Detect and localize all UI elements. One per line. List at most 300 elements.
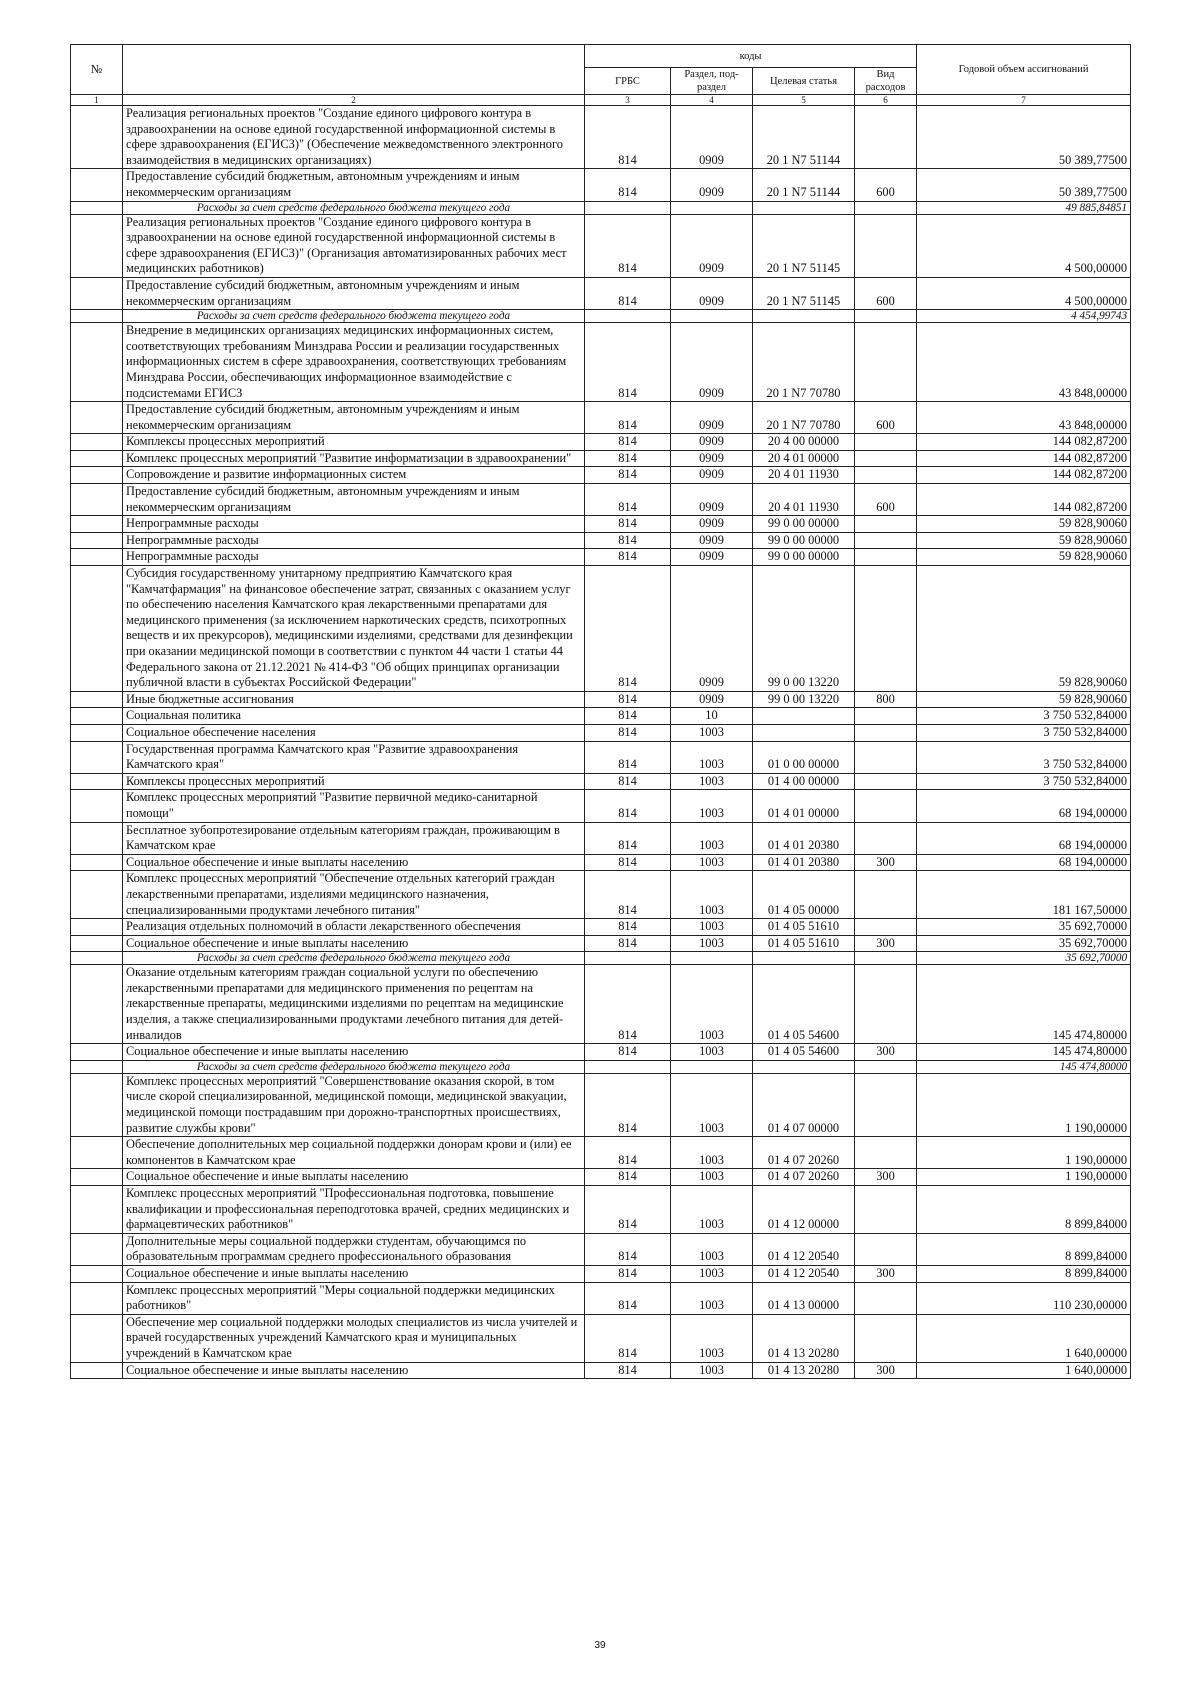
header-num: № — [71, 45, 123, 95]
annual-amount: 144 082,87200 — [917, 484, 1131, 516]
section-code: 0909 — [671, 214, 753, 277]
row-number — [71, 323, 123, 402]
expense-type — [855, 952, 917, 965]
row-number — [71, 790, 123, 822]
grbs-code: 814 — [585, 434, 671, 451]
row-number — [71, 871, 123, 919]
grbs-code: 814 — [585, 965, 671, 1044]
grbs-code: 814 — [585, 919, 671, 936]
table-row — [71, 106, 1131, 169]
section-code: 1003 — [671, 1137, 753, 1169]
section-code: 1003 — [671, 1044, 753, 1061]
expense-type — [855, 919, 917, 936]
grbs-code: 814 — [585, 773, 671, 790]
expense-type: 300 — [855, 854, 917, 871]
table-row — [71, 1314, 1131, 1362]
section-code: 1003 — [671, 1314, 753, 1362]
target-article: 99 0 00 00000 — [753, 532, 855, 549]
row-number — [71, 773, 123, 790]
annual-amount: 1 190,00000 — [917, 1073, 1131, 1136]
row-name: Предоставление субсидий бюджетным, автономным учреждениям и иным некоммерческим организациям — [123, 169, 585, 201]
section-code: 1003 — [671, 1169, 753, 1186]
annual-amount: 1 190,00000 — [917, 1169, 1131, 1186]
section-code: 0909 — [671, 566, 753, 692]
annual-amount: 8 899,84000 — [917, 1233, 1131, 1265]
annual-amount: 110 230,00000 — [917, 1282, 1131, 1314]
row-number — [71, 467, 123, 484]
expense-type — [855, 965, 917, 1044]
table-row — [71, 434, 1131, 451]
row-number — [71, 1137, 123, 1169]
row-number — [71, 532, 123, 549]
section-code: 0909 — [671, 467, 753, 484]
table-row — [71, 1137, 1131, 1169]
header-section: Раздел, под-раздел — [671, 68, 753, 95]
row-number — [71, 566, 123, 692]
row-number — [71, 310, 123, 323]
row-number — [71, 1073, 123, 1136]
section-code: 1003 — [671, 965, 753, 1044]
section-code: 0909 — [671, 277, 753, 309]
target-article: 01 4 12 20540 — [753, 1233, 855, 1265]
section-code: 1003 — [671, 822, 753, 854]
expense-type — [855, 741, 917, 773]
row-name: Социальное обеспечение и иные выплаты населению — [123, 854, 585, 871]
grbs-code: 814 — [585, 323, 671, 402]
federal-funds-label: Расходы за счет средств федерального бюджета текущего года — [123, 952, 585, 965]
row-name: Сопровождение и развитие информационных систем — [123, 467, 585, 484]
row-number — [71, 516, 123, 533]
expense-type — [855, 516, 917, 533]
table-row — [71, 566, 1131, 692]
expense-type — [855, 549, 917, 566]
table-row — [71, 935, 1131, 952]
row-number — [71, 919, 123, 936]
target-article: 99 0 00 00000 — [753, 549, 855, 566]
row-number — [71, 1186, 123, 1234]
section-code — [671, 1060, 753, 1073]
section-code: 0909 — [671, 323, 753, 402]
section-code — [671, 952, 753, 965]
target-article: 20 1 N7 51145 — [753, 277, 855, 309]
target-article: 01 4 05 54600 — [753, 1044, 855, 1061]
target-article — [753, 201, 855, 214]
table-row — [71, 516, 1131, 533]
expense-type — [855, 822, 917, 854]
table-row — [71, 1233, 1131, 1265]
row-number — [71, 1044, 123, 1061]
row-name: Предоставление субсидий бюджетным, автономным учреждениям и иным некоммерческим организациям — [123, 402, 585, 434]
expense-type — [855, 467, 917, 484]
target-article: 20 1 N7 51144 — [753, 169, 855, 201]
annual-amount: 4 500,00000 — [917, 277, 1131, 309]
annual-amount: 59 828,90060 — [917, 691, 1131, 708]
table-row — [71, 169, 1131, 201]
row-name: Социальная политика — [123, 708, 585, 725]
row-number — [71, 1282, 123, 1314]
target-article: 20 1 N7 70780 — [753, 323, 855, 402]
row-name: Реализация региональных проектов "Создание единого цифрового контура в здравоохранении на основе единой государственной информационной системы в сфере здравоохранения (ЕГИСЗ)" (Организация автоматизированных рабочих мест медицинских работников) — [123, 214, 585, 277]
target-article: 20 1 N7 51144 — [753, 106, 855, 169]
expense-type: 300 — [855, 1362, 917, 1379]
expense-type — [855, 214, 917, 277]
section-code: 0909 — [671, 106, 753, 169]
row-number — [71, 434, 123, 451]
expense-type: 600 — [855, 277, 917, 309]
grbs-code: 814 — [585, 532, 671, 549]
section-code: 0909 — [671, 484, 753, 516]
row-name: Комплекс процессных мероприятий "Развитие информатизации в здравоохранении" — [123, 450, 585, 467]
row-number — [71, 1314, 123, 1362]
federal-funds-row — [71, 1060, 1131, 1073]
grbs-code: 814 — [585, 1044, 671, 1061]
annual-amount: 35 692,70000 — [917, 935, 1131, 952]
table-row — [71, 323, 1131, 402]
row-number — [71, 724, 123, 741]
target-article: 01 4 01 20380 — [753, 854, 855, 871]
target-article: 20 4 00 00000 — [753, 434, 855, 451]
section-code — [671, 310, 753, 323]
row-number — [71, 708, 123, 725]
row-number — [71, 822, 123, 854]
section-code: 1003 — [671, 1073, 753, 1136]
annual-amount: 181 167,50000 — [917, 871, 1131, 919]
grbs-code: 814 — [585, 277, 671, 309]
table-row — [71, 1186, 1131, 1234]
budget-sheet — [70, 44, 1130, 1379]
table-row — [71, 467, 1131, 484]
row-number — [71, 450, 123, 467]
expense-type — [855, 871, 917, 919]
row-number — [71, 691, 123, 708]
grbs-code: 814 — [585, 871, 671, 919]
row-name: Социальное обеспечение и иные выплаты населению — [123, 1265, 585, 1282]
section-code: 1003 — [671, 919, 753, 936]
table-row — [71, 965, 1131, 1044]
target-article: 20 4 01 00000 — [753, 450, 855, 467]
row-name: Социальное обеспечение и иные выплаты населению — [123, 1169, 585, 1186]
table-row — [71, 484, 1131, 516]
annual-amount: 50 389,77500 — [917, 106, 1131, 169]
grbs-code: 814 — [585, 935, 671, 952]
header-amount: Годовой объем ассигнований — [917, 45, 1131, 95]
annual-amount: 35 692,70000 — [917, 919, 1131, 936]
section-code: 1003 — [671, 773, 753, 790]
expense-type: 300 — [855, 1265, 917, 1282]
budget-table — [70, 44, 1131, 1379]
expense-type — [855, 532, 917, 549]
target-article: 01 4 07 00000 — [753, 1073, 855, 1136]
row-name: Непрограммные расходы — [123, 549, 585, 566]
row-name: Реализация отдельных полномочий в области лекарственного обеспечения — [123, 919, 585, 936]
grbs-code: 814 — [585, 1265, 671, 1282]
row-name: Комплекс процессных мероприятий "Обеспечение отдельных категорий граждан лекарственными препаратами, изделиями медицинского назначения, специализированными продуктами лечебного питания" — [123, 871, 585, 919]
row-name: Социальное обеспечение и иные выплаты населению — [123, 1044, 585, 1061]
target-article: 20 4 01 11930 — [753, 467, 855, 484]
header-exptype: Вид расходов — [855, 68, 917, 95]
target-article — [753, 1060, 855, 1073]
table-row — [71, 691, 1131, 708]
grbs-code: 814 — [585, 708, 671, 725]
row-number — [71, 952, 123, 965]
col-index: 4 — [671, 95, 753, 106]
col-index: 6 — [855, 95, 917, 106]
federal-amount: 35 692,70000 — [917, 952, 1131, 965]
expense-type — [855, 106, 917, 169]
row-number — [71, 1060, 123, 1073]
section-code: 1003 — [671, 790, 753, 822]
row-number — [71, 854, 123, 871]
grbs-code: 814 — [585, 1362, 671, 1379]
annual-amount: 59 828,90060 — [917, 549, 1131, 566]
row-number — [71, 214, 123, 277]
row-number — [71, 402, 123, 434]
grbs-code: 814 — [585, 1137, 671, 1169]
row-name: Комплекс процессных мероприятий "Развитие первичной медико-санитарной помощи" — [123, 790, 585, 822]
row-name: Социальное обеспечение населения — [123, 724, 585, 741]
target-article: 01 4 07 20260 — [753, 1137, 855, 1169]
expense-type — [855, 1233, 917, 1265]
col-index: 5 — [753, 95, 855, 106]
annual-amount: 144 082,87200 — [917, 467, 1131, 484]
annual-amount: 43 848,00000 — [917, 402, 1131, 434]
table-row — [71, 919, 1131, 936]
federal-amount: 49 885,84851 — [917, 201, 1131, 214]
target-article: 99 0 00 00000 — [753, 516, 855, 533]
expense-type — [855, 1314, 917, 1362]
table-row — [71, 277, 1131, 309]
row-number — [71, 965, 123, 1044]
annual-amount: 68 194,00000 — [917, 822, 1131, 854]
row-number — [71, 106, 123, 169]
expense-type — [855, 708, 917, 725]
row-number — [71, 277, 123, 309]
expense-type — [855, 450, 917, 467]
target-article: 01 4 01 00000 — [753, 790, 855, 822]
expense-type: 600 — [855, 402, 917, 434]
grbs-code: 814 — [585, 169, 671, 201]
expense-type — [855, 1073, 917, 1136]
header-target: Целевая статья — [753, 68, 855, 95]
grbs-code: 814 — [585, 822, 671, 854]
federal-funds-label: Расходы за счет средств федерального бюджета текущего года — [123, 201, 585, 214]
grbs-code: 814 — [585, 1233, 671, 1265]
table-row — [71, 773, 1131, 790]
target-article — [753, 310, 855, 323]
row-number — [71, 1233, 123, 1265]
annual-amount: 68 194,00000 — [917, 790, 1131, 822]
target-article: 20 4 01 11930 — [753, 484, 855, 516]
section-code: 0909 — [671, 450, 753, 467]
expense-type — [855, 566, 917, 692]
target-article: 01 4 05 54600 — [753, 965, 855, 1044]
table-row — [71, 549, 1131, 566]
expense-type — [855, 1186, 917, 1234]
grbs-code: 814 — [585, 467, 671, 484]
row-number — [71, 741, 123, 773]
grbs-code: 814 — [585, 549, 671, 566]
federal-funds-label: Расходы за счет средств федерального бюджета текущего года — [123, 310, 585, 323]
expense-type — [855, 310, 917, 323]
annual-amount: 50 389,77500 — [917, 169, 1131, 201]
row-name: Субсидия государственному унитарному предприятию Камчатского края "Камчатфармация" на финансовое обеспечение затрат, связанных с оказанием услуг по обеспечению населения Камчатского края лекарственными препаратами для медицинского применения (за исключением наркотических средств, психотропных веществ и их прекурсоров), медицинскими изделиями, средствами для дезинфекции при оказании медицинской помощи в соответствии с пунктом 44 части 1 статьи 44 Федерального закона от 21.12.2021 № 414-ФЗ "Об общих принципах организации публичной власти в субъектах Российской Федерации" — [123, 566, 585, 692]
grbs-code: 814 — [585, 790, 671, 822]
target-article — [753, 708, 855, 725]
target-article: 01 4 05 51610 — [753, 919, 855, 936]
table-row — [71, 402, 1131, 434]
section-code: 0909 — [671, 402, 753, 434]
grbs-code: 814 — [585, 1282, 671, 1314]
table-row — [71, 1265, 1131, 1282]
expense-type — [855, 1282, 917, 1314]
target-article: 01 4 01 20380 — [753, 822, 855, 854]
target-article: 99 0 00 13220 — [753, 691, 855, 708]
row-name: Обеспечение мер социальной поддержки молодых специалистов из числа учителей и врачей государственных учреждений Камчатского края и муниципальных учреждений в Камчатском крае — [123, 1314, 585, 1362]
target-article: 01 4 13 20280 — [753, 1362, 855, 1379]
annual-amount: 1 640,00000 — [917, 1362, 1131, 1379]
expense-type — [855, 201, 917, 214]
row-name: Комплексы процессных мероприятий — [123, 773, 585, 790]
row-number — [71, 169, 123, 201]
target-article: 01 4 05 51610 — [753, 935, 855, 952]
page-number: 39 — [594, 1640, 606, 1651]
annual-amount: 59 828,90060 — [917, 532, 1131, 549]
table-row — [71, 708, 1131, 725]
row-number — [71, 201, 123, 214]
table-row — [71, 822, 1131, 854]
grbs-code — [585, 1060, 671, 1073]
row-name: Социальное обеспечение и иные выплаты населению — [123, 1362, 585, 1379]
row-number — [71, 935, 123, 952]
expense-type — [855, 790, 917, 822]
row-name: Непрограммные расходы — [123, 516, 585, 533]
grbs-code: 814 — [585, 450, 671, 467]
row-name: Государственная программа Камчатского края "Развитие здравоохранения Камчатского края" — [123, 741, 585, 773]
target-article: 01 4 07 20260 — [753, 1169, 855, 1186]
row-name: Комплекс процессных мероприятий "Меры социальной поддержки медицинских работников" — [123, 1282, 585, 1314]
grbs-code: 814 — [585, 1314, 671, 1362]
annual-amount: 1 640,00000 — [917, 1314, 1131, 1362]
grbs-code: 814 — [585, 724, 671, 741]
section-code: 1003 — [671, 1186, 753, 1234]
table-row — [71, 1362, 1131, 1379]
annual-amount: 3 750 532,84000 — [917, 773, 1131, 790]
header-name — [123, 45, 585, 95]
row-name: Иные бюджетные ассигнования — [123, 691, 585, 708]
grbs-code: 814 — [585, 1073, 671, 1136]
col-index: 3 — [585, 95, 671, 106]
row-name: Предоставление субсидий бюджетным, автономным учреждениям и иным некоммерческим организациям — [123, 277, 585, 309]
target-article: 01 4 13 20280 — [753, 1314, 855, 1362]
grbs-code — [585, 952, 671, 965]
grbs-code: 814 — [585, 516, 671, 533]
annual-amount: 3 750 532,84000 — [917, 741, 1131, 773]
row-number — [71, 484, 123, 516]
section-code: 0909 — [671, 691, 753, 708]
section-code: 1003 — [671, 1282, 753, 1314]
annual-amount: 4 500,00000 — [917, 214, 1131, 277]
target-article: 01 4 12 20540 — [753, 1265, 855, 1282]
grbs-code: 814 — [585, 691, 671, 708]
expense-type — [855, 434, 917, 451]
annual-amount: 43 848,00000 — [917, 323, 1131, 402]
header-codes: коды — [585, 45, 917, 68]
expense-type — [855, 773, 917, 790]
federal-funds-row — [71, 952, 1131, 965]
table-body — [71, 106, 1131, 1379]
expense-type — [855, 1137, 917, 1169]
annual-amount: 59 828,90060 — [917, 566, 1131, 692]
expense-type: 300 — [855, 1044, 917, 1061]
col-index: 7 — [917, 95, 1131, 106]
section-code: 1003 — [671, 871, 753, 919]
section-code: 0909 — [671, 532, 753, 549]
annual-amount: 1 190,00000 — [917, 1137, 1131, 1169]
section-code: 10 — [671, 708, 753, 725]
table-row — [71, 790, 1131, 822]
grbs-code: 814 — [585, 1169, 671, 1186]
federal-amount: 145 474,80000 — [917, 1060, 1131, 1073]
expense-type — [855, 323, 917, 402]
grbs-code: 814 — [585, 214, 671, 277]
row-name: Внедрение в медицинских организациях медицинских информационных систем, соответствующих требованиям Минздрава России и реализации государственных информационных систем в сфере здравоохранения, соответствующих требованиям Минздрава России, обеспечивающих информационное взаимодействие с подсистемами ЕГИСЗ — [123, 323, 585, 402]
table-row — [71, 741, 1131, 773]
row-name: Предоставление субсидий бюджетным, автономным учреждениям и иным некоммерческим организациям — [123, 484, 585, 516]
table-row — [71, 450, 1131, 467]
row-number — [71, 1169, 123, 1186]
grbs-code: 814 — [585, 741, 671, 773]
target-article: 01 4 12 00000 — [753, 1186, 855, 1234]
table-row — [71, 871, 1131, 919]
row-name: Комплекс процессных мероприятий "Совершенствование оказания скорой, в том числе скорой специализированной, медицинской помощи, медицинской эвакуации, медицинской помощи пострадавшим при дорожно-транспортных происшествиях, развитие службы крови" — [123, 1073, 585, 1136]
section-code — [671, 201, 753, 214]
annual-amount: 59 828,90060 — [917, 516, 1131, 533]
target-article: 01 0 00 00000 — [753, 741, 855, 773]
row-name: Бесплатное зубопротезирование отдельным категориям граждан, проживающим в Камчатском крае — [123, 822, 585, 854]
col-index: 1 — [71, 95, 123, 106]
grbs-code: 814 — [585, 1186, 671, 1234]
table-header — [71, 45, 1131, 106]
grbs-code — [585, 201, 671, 214]
grbs-code: 814 — [585, 402, 671, 434]
table-row — [71, 1282, 1131, 1314]
col-index: 2 — [123, 95, 585, 106]
section-code: 1003 — [671, 1362, 753, 1379]
federal-funds-label: Расходы за счет средств федерального бюджета текущего года — [123, 1060, 585, 1073]
header-grbs: ГРБС — [585, 68, 671, 95]
table-row — [71, 854, 1131, 871]
table-row — [71, 214, 1131, 277]
expense-type: 600 — [855, 169, 917, 201]
target-article: 20 1 N7 70780 — [753, 402, 855, 434]
grbs-code: 814 — [585, 484, 671, 516]
annual-amount: 144 082,87200 — [917, 434, 1131, 451]
table-row — [71, 1073, 1131, 1136]
section-code: 1003 — [671, 1233, 753, 1265]
target-article — [753, 724, 855, 741]
annual-amount: 3 750 532,84000 — [917, 708, 1131, 725]
expense-type: 300 — [855, 935, 917, 952]
expense-type: 600 — [855, 484, 917, 516]
expense-type: 300 — [855, 1169, 917, 1186]
row-name: Оказание отдельным категориям граждан социальной услуги по обеспечению лекарственными препаратами для медицинского применения по рецептам на лекарственные препараты, медицинскими изделиями по рецептам на медицинские изделия, а также специализированными продуктами лечебного питания для детей-инвалидов — [123, 965, 585, 1044]
table-row — [71, 1169, 1131, 1186]
annual-amount: 144 082,87200 — [917, 450, 1131, 467]
row-name: Реализация региональных проектов "Создание единого цифрового контура в здравоохранении на основе единой государственной информационной системы в сфере здравоохранения (ЕГИСЗ)" (Обеспечение межведомственного электронного взаимодействия в медицинских организациях) — [123, 106, 585, 169]
row-number — [71, 1265, 123, 1282]
grbs-code: 814 — [585, 566, 671, 692]
row-name: Непрограммные расходы — [123, 532, 585, 549]
